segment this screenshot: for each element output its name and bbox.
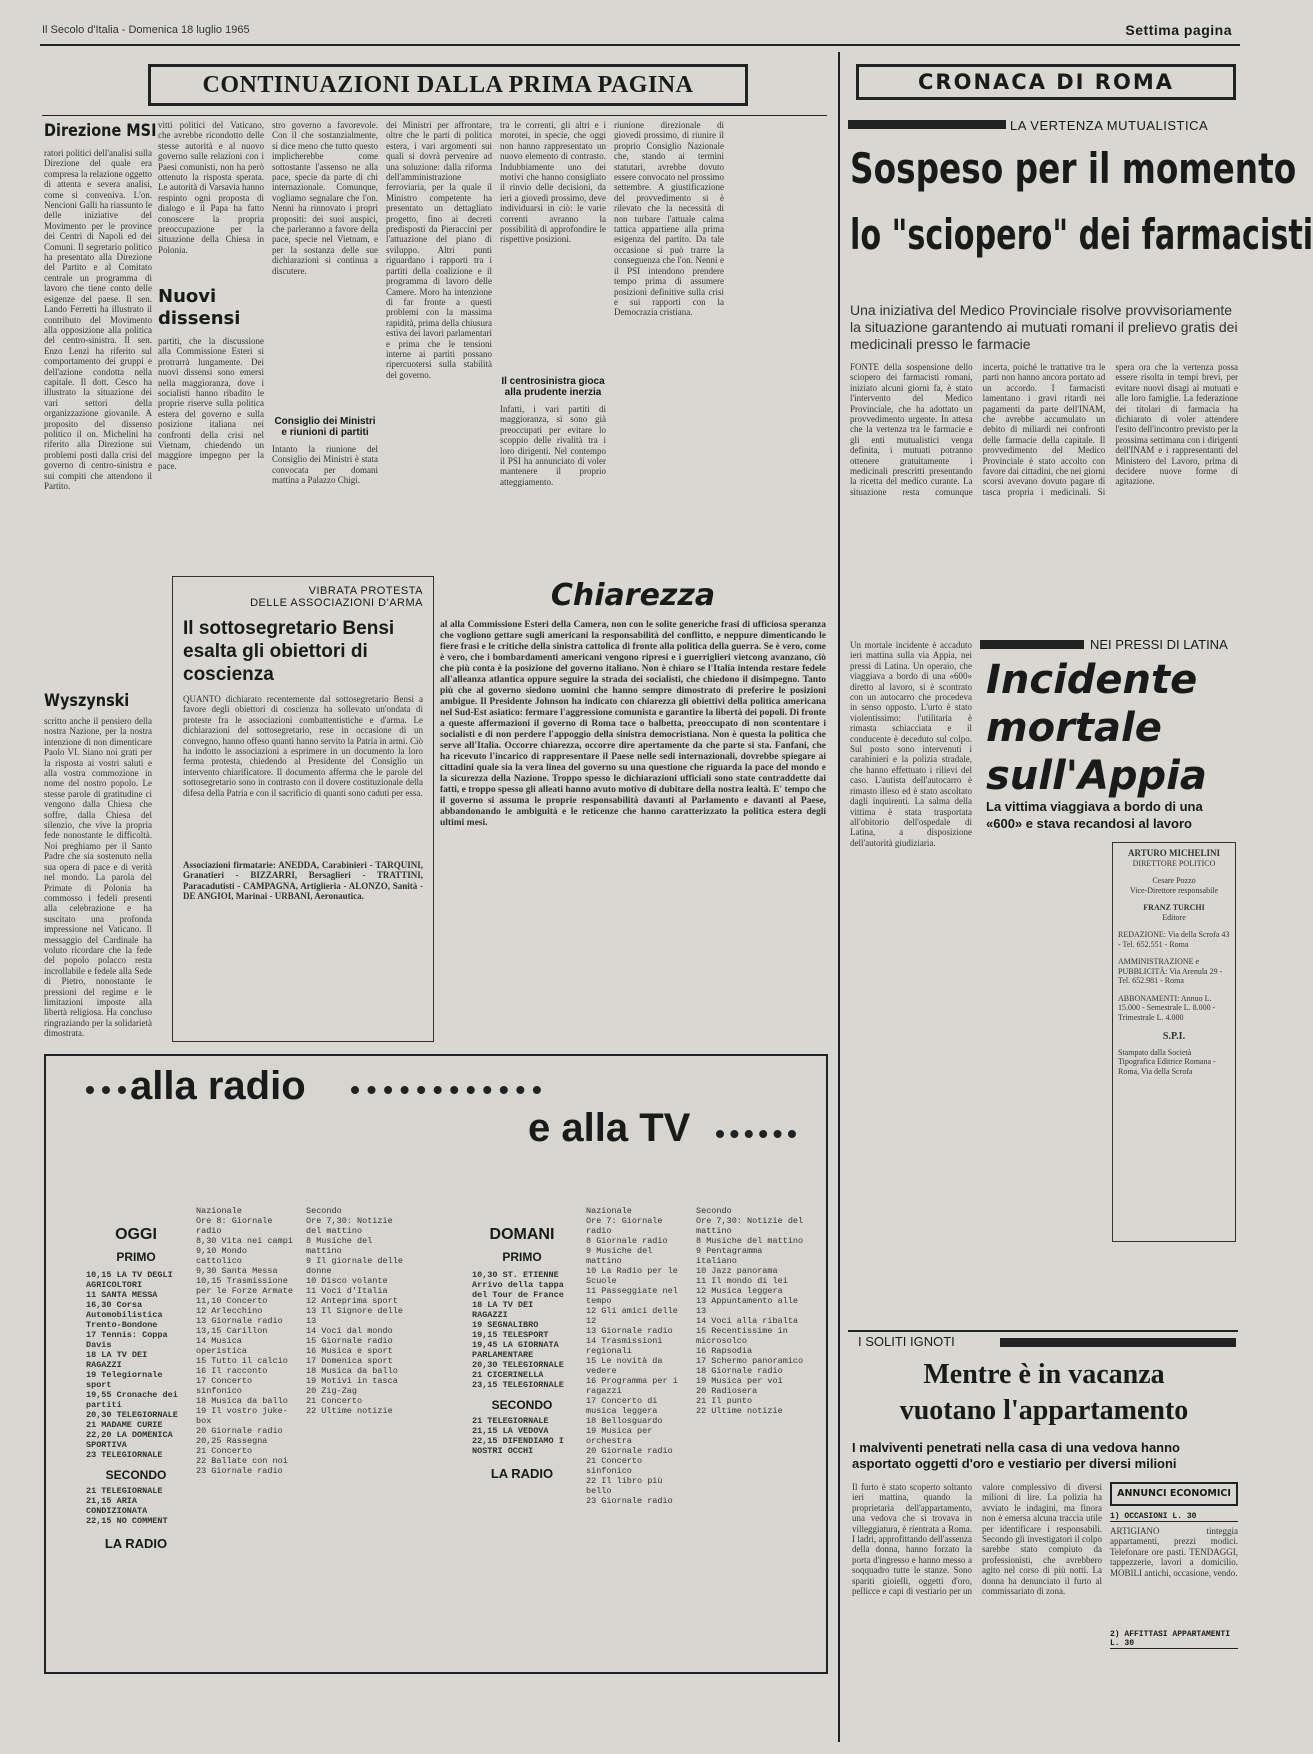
col3-subhead: Consiglio dei Ministri e riunioni di partiti bbox=[274, 416, 376, 438]
continuazioni-title: CONTINUAZIONI DALLA PRIMA PAGINA bbox=[202, 72, 694, 98]
cronaca-kicker: LA VERTENZA MUTUALISTICA bbox=[1010, 118, 1209, 133]
radio-tomorrow-national: Nazionale Ore 7: Giornale radio 8 Giornale radio 9 Musiche del mattino 10 La Radio per le Scuole 11 Passeggiate nel tempo 12 Gli amici delle 12 13 Giornale radio 14 Trasmissioni regionali 15 Le novità da vedere 16 Programma per i ragazzi 17 Concerto di musica leggera 18 Bellosguardo 19 Musica per orchestra 20 Giornale radio 21 Concerto sinfonico 22 Il libro più bello 23 Giornale radio bbox=[586, 1206, 678, 1506]
bensi-kicker-2: DELLE ASSOCIAZIONI D'ARMA bbox=[250, 597, 423, 609]
domani-primo-list: 10,30 ST. ETIENNE Arrivo della tappa del Tour de France 18 LA TV DEI RAGAZZI 19 SEGNALIBRO 19,15 TELESPORT 19,45 LA GIORNATA PARLAMENTARE 20,30 TELEGIORNALE 21 CICERINELLA 23,15 TELEGIORNALE bbox=[472, 1270, 564, 1390]
domani-secondo-list: 21 TELEGIORNALE 21,15 LA VEDOVA 22,15 DIFENDIAMO I NOSTRI OCCHI bbox=[472, 1416, 564, 1456]
masthead-director: ARTURO MICHELINI bbox=[1128, 848, 1220, 858]
annunci-line-2: 2) AFFITTASI APPARTAMENTI L. 30 bbox=[1110, 1630, 1238, 1649]
radiotv-title-right: e alla TV bbox=[528, 1106, 691, 1150]
domani-radio-label: LA RADIO bbox=[490, 1466, 554, 1481]
ignoti-subhead: I malviventi penetrati nella casa di una vedova hanno asportato oggetti d'oro e vestiario per diversi milioni bbox=[852, 1440, 1180, 1471]
col6-body: riunione direzionale di giovedì prossimo, di riunire il proprio Consiglio Nazionale che, stando ai termini statutari, avrebbe dovuto essere convocato nel prossimo settembre. A giustificazione del provvedimento si è rilevato che la necessità di non turbare l'attuale calma tattica appartiene alla prima esigenza del partito. Da tale occasione si può trarre la conseguenza che l'on. Nenni e il PSI intendono prendere tempo prima di assumere posizioni definitive sulla crisi e sui rapporti con la Democrazia cristiana. bbox=[614, 120, 724, 318]
ignoti-headline-2: vuotano l'appartamento bbox=[899, 1395, 1189, 1426]
oggi-primo-label: PRIMO bbox=[116, 1250, 156, 1264]
latina-subhead: La vittima viaggiava a bordo di una «600» e stava recandosi al lavoro bbox=[986, 799, 1203, 831]
cronaca-headline-1: Sospeso per il momento bbox=[850, 144, 1297, 193]
latina-headline: Incidente mortale sull'Appia bbox=[986, 657, 1207, 799]
header-rule bbox=[40, 44, 1240, 46]
col5-article bbox=[500, 120, 606, 570]
cronaca-subhead: Una iniziativa del Medico Provinciale risolve provvisoriamente la situazione garantendo ai mutuati romani il prelievo gratis dei medicinali presso le farmacie bbox=[850, 302, 1238, 352]
col5-body2: Infatti, i vari partiti di maggioranza, si sono già preoccupati per evitare lo scoppio delle rivalità tra i loro dirigenti. Nel contempo il PSI ha annunciato di voler mantenere il proprio atteggiamento. bbox=[500, 404, 606, 487]
bensi-body: QUANTO dichiarato recentemente dal sottosegretario Bensi a favore degli obiettori di coscienza ha sollevato un'ondata di proteste fra le associazioni combattentistiche e d'arma. Le dichiarazioni del sottosegretario, rese in occasione di un convegno, hanno offeso quanti hanno servito la Patria in armi. Ciò ha indotto le associazioni a esprimere in un documento la loro ferma protesta, chiedendo al Presidente del Consiglio un intervento chiarificatore. Il documento afferma che le parole del sottosegretario sono in contrasto con il dovere costituzionale della difesa della Patria e con il sacrificio di quanti sono caduti per essa. bbox=[183, 694, 423, 798]
col5-body: tra le correnti, gli altri e i morotei, in specie, che oggi non hanno rappresentato un nuovo elemento di contrasto. Indubbiamente uno dei motivi che hanno consigliato il rinvio delle decisioni, da ieri a giovedì prossimo, deve individuarsi in ciò: le varie correnti avranno la possibilità di approfondire le rispettive posizioni. bbox=[500, 120, 606, 245]
cronaca-body: FONTE della sospensione dello sciopero dei farmacisti romani, iniziato alcuni giorni fa, è stato l'intervento del Medico Provinciale, che ha adottato un provvedimento urgente. In attesa che la vertenza tra le farmacie e gli enti mutualistici venga definita, i mutuati potranno ottenere gratuitamente i medicinali prescritti presentando la ricetta del medico curante. La situazione resta comunque incerta, poiché le trattative tra le parti non hanno ancora portato ad un accordo. I farmacisti lamentano i gravi ritardi nei pagamenti da parte dell'INAM, che avrebbe accumulato un debito di miliardi nei confronti delle farmacie della capitale. Il provvedimento del Medico Provinciale è stato accolto con favore dai cittadini, che nei giorni scorsi avevano dovuto pagare di tasca propria i medicinali. Si spera ora che la vertenza possa essere risolta in tempi brevi, per evitare nuovi disagi ai mutuati e alle loro famiglie. La federazione dei titolari di farmacia ha dichiarato di voler attendere l'esito dell'incontro previsto per la prossima settimana con i dirigenti dell'INAM e i rappresentanti del Ministero del Lavoro, prima di decidere nuove forme di agitazione. bbox=[850, 362, 1238, 497]
wyszynski-body: scritto anche il pensiero della nostra Nazione, per la nostra intenzione di non dimenticare Paolo VI. Siano noi grati per la risposta ai vostri saluti e alla vostra commozione in nome del nostro popolo. Le stesse parole di gratitudine ci vengono dalla Chiesa che soffre, dalla Chiesa del silenzio, che vive la propria fede nonostante le difficoltà. Noi preghiamo per il Santo Padre che sia sostenuto nella sua opera di pace e di verità nel mondo. La parola del Primate di Polonia ha commosso i fedeli presenti alla celebrazione e ha suscitato una profonda impressione nel Vaticano. Il messaggio del Cardinale ha voluto ricordare che la fede del popolo polacco resta incrollabile e fedele alla Sede di Pietro, nonostante le pressioni del regime e le limitazioni imposte alla libertà religiosa. Ha concluso ringraziando per la solidarietà dimostrata. bbox=[44, 716, 152, 1039]
col6-article bbox=[614, 120, 724, 570]
cronaca-banner bbox=[856, 64, 1236, 100]
domani-primo-label: PRIMO bbox=[502, 1250, 542, 1264]
masthead-amministrazione: AMMINISTRAZIONE e PUBBLICITÀ: Via Arenula 29 - Tel. 652.981 - Roma bbox=[1118, 957, 1223, 985]
masthead-abbonamenti: ABBONAMENTI: Annuo L. 15.000 - Semestrale L. 8.000 - Trimestrale L. 4.000 bbox=[1118, 993, 1216, 1022]
masthead-stampa: Stampato dalla Società Tipografica Editrice Romana - Roma, Via della Scrofa bbox=[1118, 1047, 1216, 1076]
domani-column bbox=[472, 1226, 572, 1666]
annunci-line-1: 1) OCCASIONI L. 30 bbox=[1110, 1512, 1238, 1522]
bensi-box bbox=[172, 576, 434, 1042]
col3-body2: Intanto la riunione del Consiglio dei Ministri è stata convocata per domani mattina a Palazzo Chigi. bbox=[272, 444, 378, 486]
col3-body: stro governo a favorevole. Con il che sostanzialmente, si dice meno che tutto questo implicherebbe come sottostante l'assenso ne alla pace, specie da parte di chi internazionale. Comunque, vogliamo segnalare che l'on. Nenni ha rinnovato i propri propositi: dei suoi auspici, che parleranno a favore della pace, specie nel Vietnam, e per la sostanza delle sue dichiarazioni si continua a discutere. bbox=[272, 120, 378, 276]
chiarezza-article bbox=[440, 576, 826, 1042]
col3-article bbox=[272, 120, 378, 570]
masthead-editor: FRANZ TURCHI bbox=[1143, 903, 1205, 912]
latina-kicker: NEI PRESSI DI LATINA bbox=[1090, 637, 1228, 652]
radiotv-dots-3 bbox=[716, 1130, 796, 1138]
oggi-primo-list: 10,15 LA TV DEGLI AGRICOLTORI 11 SANTA MESSA 16,30 Corsa Automobilistica Trento-Bondone 17 Tennis: Coppa Davis 18 LA TV DEI RAGAZZI 19 Telegiornale sport 19,55 Cronache dei partiti 20,30 TELEGIORNALE 21 MADAME CURIE 22,20 LA DOMENICA SPORTIVA 23 TELEGIORNALE bbox=[86, 1270, 178, 1460]
radio-tomorrow-second: Secondo Ore 7,30: Notizie del mattino 8 Musiche del mattino 9 Pentagramma italiano 10 Jazz panorama 11 Il mondo di lei 12 Musica leggera 13 Appuntamento alle 13 14 Voci alla ribalta 15 Recentissime in microsolco 16 Rapsodia 17 Schermo panoramico 18 Giornale radio 19 Musica per voi 20 Radiosera 21 Il punto 22 Ultime notizie bbox=[696, 1206, 804, 1416]
bensi-title: Il sottosegretario Bensi esalta gli obiettori di coscienza bbox=[183, 618, 395, 685]
annunci-body: ARTIGIANO tinteggia appartamenti, prezzi modici. Telefonare ore pasti. TENDAGGI, tappezzerie, lavori a domicilio. MOBILI antichi, occasione, vendo. bbox=[1110, 1526, 1238, 1578]
msi-body: ratori politici dell'analisi sulla Direzione del quale era compresa la relazione oggetto di attenta e severa analisi, come si conveniva. L'on. Nencioni Galli ha riassunto le delle iniziative del Movimento per le province dei Centri di Napoli ed dei Comuni. Il segretario politico ha presentato alla Direzione del Partito e al Comitato centrale un programma di lavoro che tiene conto delle esigenze del paese. Il sen. Lando Ferretti ha illustrato il contributo del Movimento alla opposizione alla politica del centro-sinistra. Il sen. Enzo Lenzi ha riferito sul comportamento dei gruppi e dell'azione condotta nella capitale. Il dott. Cesco ha illustrato la situazione dei vari settori della organizzazione giovanile. A proposito del dissenso politico il on. Michelini ha riferito alla Direzione sui problemi posti dalla crisi del governo di centro-sinistra e sui compiti che attendono il Partito. bbox=[44, 148, 152, 491]
col4-body: dei Ministri per affrontare, oltre che le parti di politica estera, i vari argomenti sui quali si dovrà pervenire ad una soluzione: dalla riforma dell'amministrazione ferroviaria, per la quale il Ministro competente ha presentato un dettagliato progetto, fino ai decreti predisposti da Pieraccini per l'attuazione del piano di sviluppo. Altri punti riguardano i rapporti tra i partiti della coalizione e il programma di lavoro delle Camere. Moro ha intenzione di far fronte a questi problemi con la massima rapidità, prima della chiusura estiva dei lavori parlamentari e prima che le tensioni interne ai partiti possano ripercuotersi sulla stabilità del governo. bbox=[386, 120, 492, 380]
masthead-director-title: DIRETTORE POLITICO bbox=[1132, 858, 1216, 868]
cronaca-kicker-bar bbox=[848, 120, 1006, 129]
radio-today-second: Secondo Ore 7,30: Notizie del mattino 8 Musiche del mattino 9 Il giornale delle donne 10 Disco volante 11 Voci d'Italia 12 Anteprima sport 13 Il Signore delle 13 14 Voci dal mondo 15 Giornale radio 16 Musica e sport 17 Domenica sport 18 Musica da ballo 19 Motivi in tasca 20 Zig-Zag 21 Concerto 22 Ultime notizie bbox=[306, 1206, 403, 1416]
col5-subhead: Il centrosinistra gioca alla prudente inerzia bbox=[501, 376, 605, 398]
col2-article bbox=[158, 120, 264, 570]
oggi-heading: OGGI bbox=[115, 1226, 157, 1243]
section-rule bbox=[42, 115, 827, 116]
latina-body: Un mortale incidente è accaduto ieri mattina sulla via Appia, nei pressi di Latina. Un operaio, che viaggiava a bordo di una «600» diretto al lavoro, si è scontrato con un autocarro che procedeva in senso opposto. L'urto è stato violentissimo: l'utilitaria è rimasta schiacciata e il conducente è deceduto sul colpo. Sul posto sono intervenuti i carabinieri e la polizia stradale, che hanno effettuato i rilievi del caso. L'autista dell'autocarro è rimasto illeso ed è stato ascoltato dagli inquirenti. La salma della vittima è stata trasportata all'obitorio dell'ospedale di Latina, a disposizione dell'autorità giudiziaria. bbox=[850, 640, 972, 848]
ignoti-top-rule bbox=[848, 1330, 1238, 1332]
col2-body-bottom: partiti, che la discussione alla Commissione Esteri si protrarrà lungamente. Dei nuovi dissensi sono emersi nella maggioranza, dove i socialisti hanno ribadito le proprie riserve sulla politica estera del governo e sulla posizione italiana nei confronti della crisi nel Vietnam, chiedendo un maggiore impegno per la pace. bbox=[158, 336, 264, 471]
oggi-column bbox=[86, 1226, 186, 1666]
radiotv-box bbox=[44, 1054, 828, 1674]
annunci-title: ANNUNCI ECONOMICI bbox=[1110, 1482, 1238, 1506]
masthead-spi: S.P.I. bbox=[1162, 1031, 1186, 1042]
ignoti-body: Il furto è stato scoperto soltanto ieri mattina, quando la proprietaria dell'appartamento, una vedova che si trovava in villeggiatura, è rientrata a Roma. I ladri, approfittando dell'assenza della donna, hanno forzato la porta d'ingresso e hanno messo a soqquadro tutte le stanze. Sono spariti gioielli, oggetti d'oro, pellicce e capi di vestiario per un valore complessivo di diversi milioni di lire. La polizia ha avviato le indagini, ma finora non è emersa alcuna traccia utile per identificare i responsabili. Secondo gli investigatori il colpo sarebbe stato compiuto da professionisti, che avrebbero agito nel corso di più notti. La donna ha denunciato il furto al commissariato di zona. bbox=[852, 1482, 1102, 1597]
masthead-redazione: REDAZIONE: Via della Scrofa 43 - Tel. 652.551 - Roma bbox=[1118, 930, 1230, 949]
cronaca-headline-2: lo "sciopero" dei farmacisti bbox=[850, 210, 1313, 259]
oggi-secondo-list: 21 TELEGIORNALE 21,15 ARIA CONDIZIONATA 22,15 NO COMMENT bbox=[86, 1486, 168, 1526]
col4-article bbox=[386, 120, 492, 570]
bensi-kicker-1: VIBRATA PROTESTA bbox=[308, 585, 423, 597]
ignoti-kicker-bar bbox=[1000, 1338, 1236, 1347]
ignoti-kicker: I SOLITI IGNOTI bbox=[858, 1334, 955, 1349]
oggi-secondo-label: SECONDO bbox=[105, 1468, 167, 1482]
col2-body-top: vitti politici del Vaticano, che avrebbe ricondotto delle stesse autorità e al nuovo governo sulle relazioni con i Paesi comunisti, non ha però ottenuto la risposta sperata. Le autorità di Varsavia hanno respinto ogni proposta di dialogo e il Papa ha fatto conoscere la propria preoccupazione per la situazione della Chiesa in Polonia. bbox=[158, 120, 264, 255]
msi-heading: Direzione MSI bbox=[44, 121, 157, 141]
annunci-box bbox=[1110, 1482, 1238, 1744]
oggi-radio-label: LA RADIO bbox=[104, 1536, 168, 1551]
masthead-editor-title: Editore bbox=[1162, 912, 1186, 922]
radiotv-title-left: alla radio bbox=[130, 1064, 306, 1108]
msi-article bbox=[44, 120, 157, 680]
col2-heading: Nuovi dissensi bbox=[158, 286, 241, 329]
ignoti-headline-1: Mentre è in vacanza bbox=[923, 1359, 1165, 1390]
radiotv-dots-2 bbox=[351, 1086, 541, 1094]
domani-heading: DOMANI bbox=[489, 1226, 555, 1243]
wyszynski-heading: Wyszynski bbox=[44, 691, 130, 711]
radio-today-national: Nazionale Ore 8: Giornale radio 8,30 Vita nei campi 9,10 Mondo cattolico 9,30 Santa Messa 10,15 Trasmissione per le Forze Armate 11,10 Concerto 12 Arlecchino 13 Giornale radio 13,15 Carillon 14 Musica operistica 15 Tutto il calcio 16 Il racconto 17 Concerto sinfonico 18 Musica da ballo 19 Il vostro juke-box 20 Giornale radio 20,25 Rassegna 21 Concerto 22 Ballate con noi 23 Giornale radio bbox=[196, 1206, 293, 1476]
chiarezza-body: al alla Commissione Esteri della Camera, non con le solite generiche frasi di ufficiosa speranza che vogliono gettare sugli americani la responsabilità del conflitto, e neppure dimenticando le fiere frasi e le critiche della sinistra cattolica di fronte alla politica della guerra. Se è vero, come è vero, che i bombardamenti americani vengono ripresi e i guerriglieri vietcong avanzano, ciò che più conta è la posizione del governo italiano. Non è chiaro se l'Italia intenda restare fedele all'alleanza atlantica oppure seguire la strada dei socialisti, che chiedono il disimpegno. Tanto più che al governo siedono uomini che hanno sempre dimostrato di preferire le posizioni ambigue. Il Presidente Johnson ha indicato con chiarezza gli obiettivi della politica americana nel Sud-Est asiatico: fermare l'aggressione comunista e garantire la libertà dei popoli. Di fronte a queste affermazioni il governo di Roma tace o balbetta, preoccupato di non scontentare i socialisti e di non perdere l'appoggio della sinistra democristiana. Non è questa la politica che serve all'Italia. Occorre chiarezza, occorre dire apertamente da che parte si sta. Fanfani, che ha ricevuto l'incarico di rappresentare il Paese nelle sedi internazionali, dovrebbe spiegare ai cittadini quale sia la vera linea del governo su una questione che riguarda la pace del mondo e la sicurezza della Nazione. Troppo spesso le dichiarazioni ufficiali sono state contraddette dai fatti, e troppo spesso gli alleati hanno avuto motivo di dubitare della nostra lealtà. E' tempo che il governo si assuma le proprie responsabilità davanti al Parlamento e davanti al Paese, abbandonando le ambiguità e le reticenze che hanno caratterizzato la politica estera degli ultimi mesi. bbox=[440, 620, 826, 828]
cronaca-title: CRONACA DI ROMA bbox=[918, 70, 1174, 94]
bensi-signers: Associazioni firmatarie: ANEDDA, Carabinieri - TARQUINI, Granatieri - BIZZARRI, Bersaglieri - TRATTINI, Paracadutisti - CAMPAGNA, Artiglieria - ALONZO, Sanità - DE ANGIOI, Marinai - URBANI, Aeronautica. bbox=[183, 860, 423, 902]
continuazioni-banner bbox=[148, 64, 748, 106]
masthead-resp-title: Vice-Direttore responsabile bbox=[1129, 885, 1219, 895]
page-header-right: Settima pagina bbox=[1125, 22, 1232, 38]
masthead-box bbox=[1112, 842, 1236, 1242]
domani-secondo-label: SECONDO bbox=[491, 1398, 553, 1412]
latina-kicker-bar bbox=[980, 640, 1084, 649]
latina-body-cont bbox=[986, 840, 996, 850]
chiarezza-title: Chiarezza bbox=[550, 578, 716, 613]
column-divider bbox=[838, 52, 840, 1742]
radiotv-dots-1 bbox=[86, 1086, 126, 1094]
masthead-resp: Cesare Pozzo bbox=[1152, 876, 1196, 885]
wyszynski-article bbox=[44, 690, 152, 1045]
page-header-left: Il Secolo d'Italia - Domenica 18 luglio 1965 bbox=[42, 24, 250, 36]
